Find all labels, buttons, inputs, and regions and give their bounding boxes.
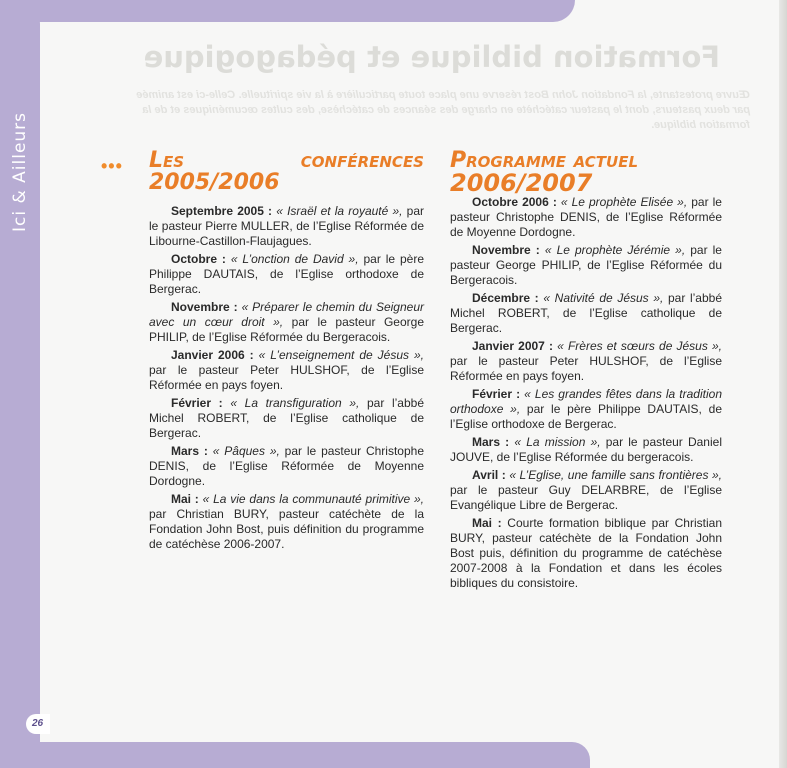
entry-details: Courte formation biblique par Christian BURY, pasteur catéchète de la Fondation John Bost puis, définition du programme de catéchèse 2007-2008 à la Fondation et dans les écoles bibliques du consistoire.	[450, 516, 722, 590]
conference-entry	[450, 435, 722, 465]
entry-details: par le pasteur Christophe DENIS, de l’Eglise Réformée de Moyenne Dordogne.	[149, 444, 424, 488]
entry-title: « La mission »,	[514, 435, 601, 449]
entry-date: Mars :	[171, 444, 208, 458]
entry-details: par le pasteur Pierre MULLER, de l’Eglise Réformée de Libourne-Castillon-Flaujagues.	[149, 204, 424, 248]
entry-date: Novembre :	[472, 243, 540, 257]
entry-title: « L’enseignement de Jésus »,	[258, 348, 424, 362]
bleed-through-heading: Formation biblique et pédagogique	[143, 40, 720, 74]
conference-entry	[149, 396, 424, 441]
entry-date: Novembre :	[171, 300, 238, 314]
conference-entry	[450, 339, 722, 384]
entry-details: par le pasteur Guy DELARBRE, de l’Eglise Evangélique Libre de Bergerac.	[450, 483, 722, 512]
entry-title: « L’onction de David »,	[230, 252, 359, 266]
top-color-band	[0, 0, 575, 22]
conference-entry	[450, 468, 722, 513]
conference-list	[149, 204, 424, 552]
decorative-dots: •••	[101, 156, 123, 176]
entry-title: « La transfiguration »,	[230, 396, 360, 410]
conference-entry	[450, 516, 722, 591]
conference-entry	[149, 204, 424, 249]
entry-date: Mars :	[472, 435, 510, 449]
entry-date: Janvier 2006 :	[171, 348, 254, 362]
entry-details: par le pasteur Christophe DENIS, de l’Eglise Réformée de Moyenne Dordogne.	[450, 195, 722, 239]
entry-date: Avril :	[472, 468, 506, 482]
program-heading-line2: 2006/2007	[450, 169, 593, 197]
entry-details: par le père Philippe DAUTAIS, de l’Eglise orthodoxe de Bergerac.	[450, 402, 722, 431]
entry-title: « Nativité de Jésus »,	[543, 291, 664, 305]
entry-title: « Préparer le chemin du Seigneur avec un cœur droit »,	[149, 300, 424, 329]
conferences-heading: Les conférences 2005/2006	[149, 148, 424, 195]
conference-entry	[149, 300, 424, 345]
current-program-column	[450, 150, 722, 594]
conference-entry	[149, 252, 424, 297]
entry-details: par l’abbé Michel ROBERT, de l’Eglise catholique de Bergerac.	[450, 291, 722, 335]
bleed-through-text: Œuvre protestante, la Fondation John Bost réserve une place toute particulière à la vie spirituelle. Celle-ci est animée par deux pasteurs, dont le pasteur catéchète en charge des séances de catéchèse, des cultes œcuméniques et de la formation biblique.	[136, 89, 750, 131]
entry-title: « Pâques »,	[212, 444, 280, 458]
entry-title: « L’Eglise, une famille sans frontières »,	[509, 468, 723, 482]
entry-date: Février :	[472, 387, 521, 401]
entry-title: « Frères et sœurs de Jésus »,	[557, 339, 722, 353]
entry-date: Octobre 2006 :	[472, 195, 557, 209]
entry-details: par le pasteur George PHILIP, de l’Eglise Réformée du Bergeracois.	[149, 315, 424, 344]
entry-title: « La vie dans la communauté primitive »,	[202, 492, 425, 506]
entry-details: par le pasteur Peter HULSHOF, de l’Eglise Réformée en pays foyen.	[450, 354, 722, 383]
entry-details: par le pasteur Peter HULSHOF, de l’Eglise Réformée en pays foyen.	[149, 363, 424, 392]
page-number: 26	[26, 714, 50, 734]
section-label	[3, 198, 37, 232]
conferences-2005-column	[149, 150, 424, 555]
entry-date: Mai :	[171, 492, 199, 506]
bottom-color-band	[0, 742, 590, 768]
conference-entry	[149, 492, 424, 552]
entry-date: Mai :	[472, 516, 502, 530]
entry-details: par le pasteur George PHILIP, de l’Eglise Réformée du Bergeracois.	[450, 243, 722, 287]
entry-date: Octobre :	[171, 252, 226, 266]
entry-date: Février :	[171, 396, 223, 410]
entry-details: par l’abbé Michel ROBERT, de l’Eglise catholique de Bergerac.	[149, 396, 425, 440]
entry-date: Janvier 2007 :	[472, 339, 553, 353]
entry-date: Septembre 2005 :	[171, 204, 273, 218]
program-list	[450, 195, 722, 591]
entry-title: « Le prophète Elisée »,	[560, 195, 688, 209]
entry-date: Décembre :	[472, 291, 539, 305]
program-heading	[450, 148, 722, 197]
entry-details: par le père Philippe DAUTAIS, de l’Eglise orthodoxe de Bergerac.	[149, 252, 425, 296]
entry-details: par Christian BURY, pasteur catéchète de la Fondation John Bost, puis définition du programme de catéchèse 2006-2007.	[149, 507, 424, 551]
entry-title: « Israël et la royauté »,	[276, 204, 403, 218]
conference-entry	[450, 195, 722, 240]
conference-entry	[149, 348, 424, 393]
conference-entry	[450, 387, 722, 432]
program-heading-line1: Programme actuel	[450, 148, 639, 173]
page-edge	[779, 0, 787, 768]
entry-title: « Le prophète Jérémie »,	[544, 243, 686, 257]
entry-title: « Les grandes fêtes dans la tradition orthodoxe »,	[450, 387, 722, 416]
conference-entry	[450, 291, 722, 336]
conference-entry	[149, 444, 424, 489]
conference-entry	[450, 243, 722, 288]
entry-details: par le pasteur Daniel JOUVE, de l’Eglise Réformée du bergeracois.	[450, 435, 722, 464]
